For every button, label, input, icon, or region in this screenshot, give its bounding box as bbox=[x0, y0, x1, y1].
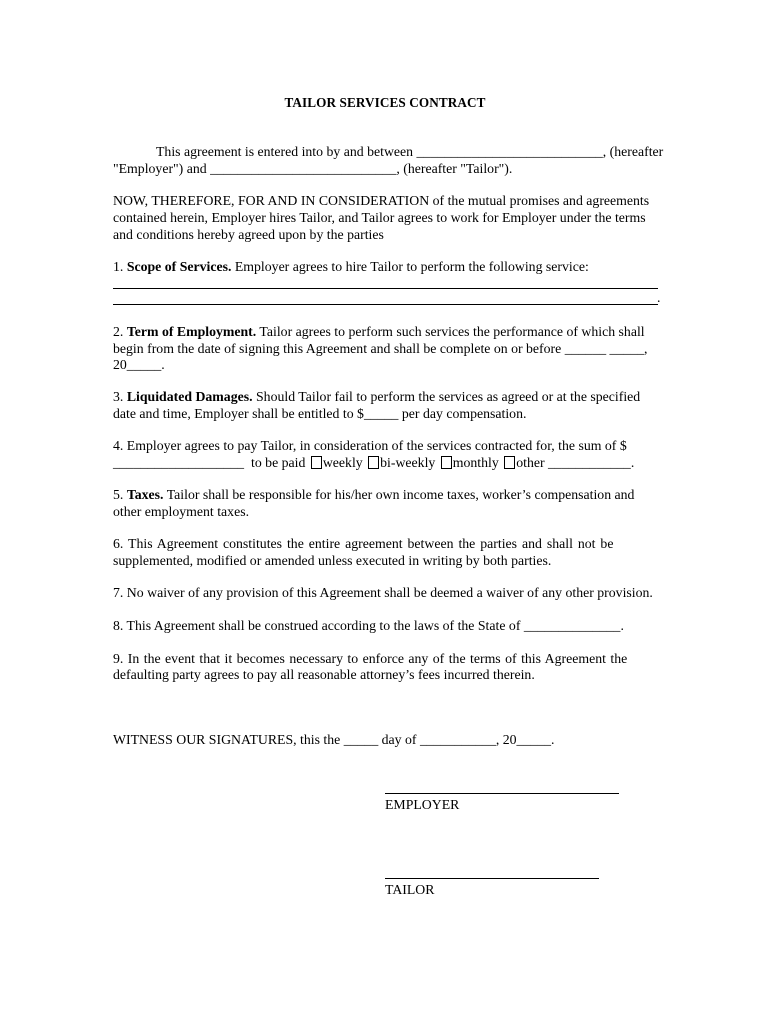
section-3-text: Should Tailor fail to perform the services as agreed or at the specified bbox=[256, 389, 641, 404]
section-6-line-2: supplemented, modified or amended unless executed in writing by both parties. bbox=[113, 553, 552, 568]
tailor-signature-line[interactable] bbox=[385, 878, 599, 879]
amount-blank[interactable]: ___________________ bbox=[113, 455, 245, 470]
section-9-line-2: defaulting party agrees to pay all reasonable attorney’s fees incurred therein. bbox=[113, 667, 535, 682]
section-2-line-3: 20_____. bbox=[113, 357, 165, 372]
section-5-line-1 bbox=[113, 487, 659, 504]
section-5-line-2: other employment taxes. bbox=[113, 504, 250, 519]
intro-line-2: "Employer") and ___________________________, (hereafter "Tailor"). bbox=[113, 161, 513, 176]
bi-weekly-label: bi-weekly bbox=[380, 455, 436, 470]
section-2-line-2: begin from the date of signing this Agreement and shall be complete on or before ______ _____, bbox=[113, 341, 648, 356]
section-3-line-2: date and time, Employer shall be entitled to $_____ per day compensation. bbox=[113, 406, 527, 421]
section-7: 7. No waiver of any provision of this Agreement shall be deemed a waiver of any other provision. bbox=[113, 585, 653, 600]
section-1-number: 1. bbox=[113, 259, 124, 274]
other-blank[interactable]: ____________. bbox=[548, 455, 635, 470]
employer-label: EMPLOYER bbox=[385, 797, 460, 812]
section-3-line-1 bbox=[113, 389, 659, 406]
section-2-line-1 bbox=[113, 324, 659, 341]
employer-signature-line[interactable] bbox=[385, 793, 619, 794]
section-4-line-2 bbox=[113, 455, 659, 472]
witness-line: WITNESS OUR SIGNATURES, this the _____ day of ___________, 20_____. bbox=[113, 732, 555, 747]
section-5-heading: Taxes. bbox=[126, 487, 164, 502]
section-5-text: Tailor shall be responsible for his/her own income taxes, worker’s compensation and bbox=[166, 487, 635, 502]
now-therefore-line-3: and conditions hereby agreed upon by the parties bbox=[113, 227, 384, 242]
section-8: 8. This Agreement shall be construed according to the laws of the State of ______________. bbox=[113, 618, 624, 633]
section-2-text: Tailor agrees to perform such services the performance of which shall bbox=[259, 324, 645, 339]
other-checkbox[interactable] bbox=[504, 456, 515, 469]
section-4-line-1: 4. Employer agrees to pay Tailor, in consideration of the services contracted for, the sum of $ bbox=[113, 438, 627, 453]
weekly-label: weekly bbox=[322, 455, 363, 470]
other-label: other bbox=[516, 455, 545, 470]
tailor-label: TAILOR bbox=[385, 882, 435, 897]
bi-weekly-checkbox[interactable] bbox=[368, 456, 379, 469]
monthly-checkbox[interactable] bbox=[441, 456, 452, 469]
section-5-number: 5. bbox=[113, 487, 124, 502]
section-1-heading: Scope of Services. bbox=[126, 259, 232, 274]
section-3-heading: Liquidated Damages. bbox=[126, 389, 253, 404]
section-3-number: 3. bbox=[113, 389, 124, 404]
to-be-paid-label: to be paid bbox=[250, 455, 306, 470]
section-1 bbox=[113, 259, 659, 276]
section-6-line-1: 6. This Agreement constitutes the entire agreement between the parties and shall not be bbox=[113, 536, 614, 551]
monthly-label: monthly bbox=[452, 455, 499, 470]
section-2-number: 2. bbox=[113, 324, 124, 339]
section-1-text: Employer agrees to hire Tailor to perform the following service: bbox=[234, 259, 589, 274]
section-9-line-1: 9. In the event that it becomes necessary to enforce any of the terms of this Agreement the bbox=[113, 651, 628, 666]
document-title: TAILOR SERVICES CONTRACT bbox=[284, 95, 486, 110]
now-therefore-line-2: contained herein, Employer hires Tailor, and Tailor agrees to work for Employer under the terms bbox=[113, 210, 646, 225]
weekly-checkbox[interactable] bbox=[311, 456, 322, 469]
section-2-heading: Term of Employment. bbox=[126, 324, 257, 339]
now-therefore-line-1: NOW, THEREFORE, FOR AND IN CONSIDERATION of the mutual promises and agreements bbox=[113, 193, 650, 208]
service-end-period: . bbox=[657, 290, 661, 305]
intro-line-1: This agreement is entered into by and between ___________________________, (hereafter bbox=[156, 144, 664, 159]
service-blank-line-1[interactable] bbox=[113, 288, 658, 289]
service-blank-line-2[interactable] bbox=[113, 304, 658, 305]
